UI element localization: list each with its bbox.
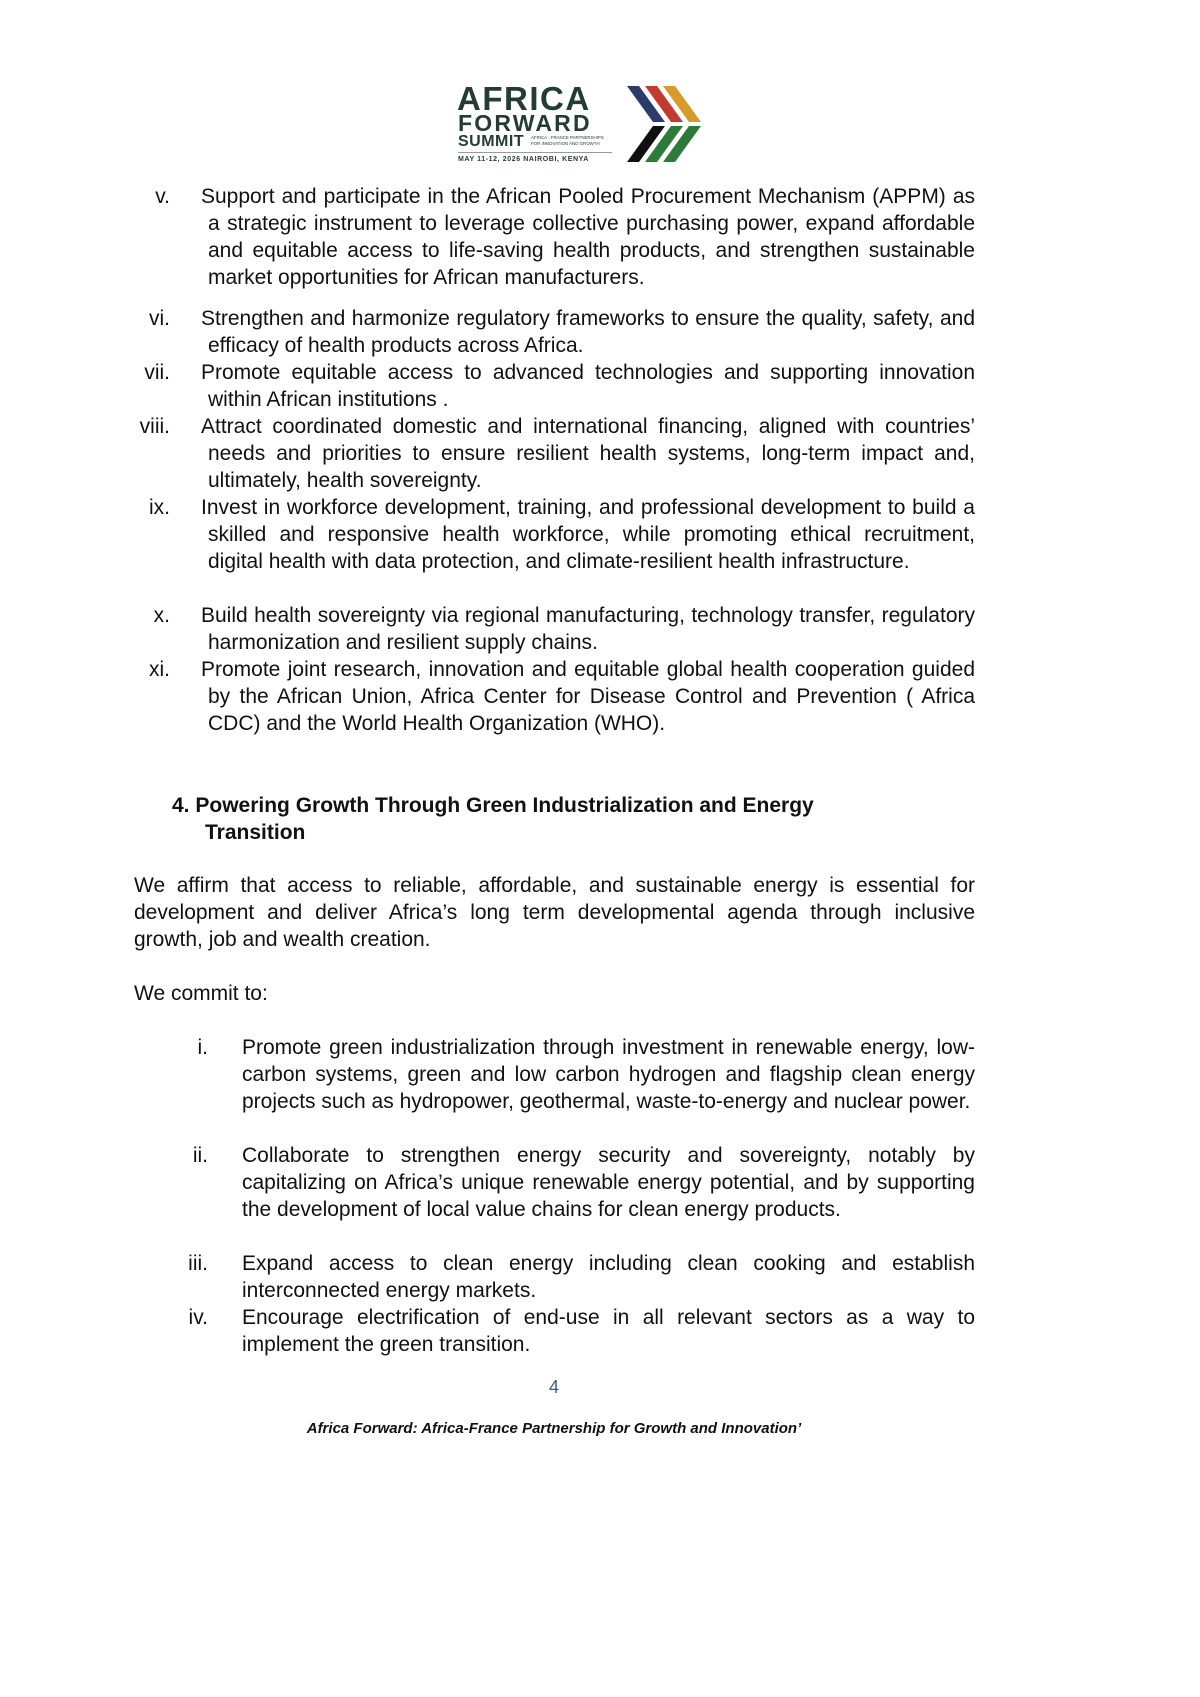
- section-title-line-2: Transition: [205, 821, 306, 844]
- list-item-text: Promote green industrialization through investment in renewable energy, low-carbon systems, green and low carbon hydrogen and flagship clean energy projects such as hydropower, geothermal, waste-to-energy and nuclear power.: [242, 1036, 975, 1113]
- logo-tagline: [531, 135, 611, 146]
- list-item-number: vii.: [144, 361, 170, 384]
- list-item-number: iii.: [188, 1252, 208, 1275]
- page-number: 4: [548, 1377, 559, 1397]
- list-item-number: xi.: [149, 658, 170, 681]
- list-item-number: iv.: [188, 1306, 208, 1329]
- summit-logo: [455, 82, 725, 168]
- list-item-number: ix.: [149, 496, 170, 519]
- list-item-number: viii.: [139, 415, 170, 438]
- logo-tagline-line-2: FOR INNOVATION AND GROWTH: [531, 140, 600, 146]
- list-item-number: ii.: [192, 1144, 208, 1167]
- list-item-text: Encourage electrification of end-use in all relevant sectors as a way to implement the green transition.: [242, 1306, 975, 1356]
- list-item-text: Strengthen and harmonize regulatory frameworks to ensure the quality, safety, and efficacy of health products across Africa.: [201, 307, 975, 357]
- list-item-number: v.: [155, 185, 170, 208]
- list-item-number: x.: [153, 604, 170, 627]
- section-heading: [172, 792, 975, 846]
- logo-africa-text: AFRICA: [457, 80, 591, 117]
- list-item-text: Collaborate to strengthen energy security and sovereignty, notably by capitalizing on Africa’s unique renewable energy potential, and by supporting the development of local value chains for clean energy products.: [242, 1144, 975, 1221]
- list-item-text: Promote joint research, innovation and equitable global health cooperation guided by the African Union, Africa Center for Disease Control and Prevention ( Africa CDC) and the World Health Organization (WHO).: [201, 658, 975, 735]
- list-item-number: i.: [197, 1036, 208, 1059]
- logo-tagline-line-1: AFRICA - FRANCE PARTNERSHIPS: [531, 135, 604, 140]
- logo-summit-text: SUMMIT: [458, 133, 525, 150]
- list-item-text: Build health sovereignty via regional manufacturing, technology transfer, regulatory harmonization and resilient supply chains.: [201, 604, 975, 654]
- logo-divider: [458, 152, 612, 153]
- intro-paragraph: We affirm that access to reliable, affordable, and sustainable energy is essential for development and deliver Africa’s long term developmental agenda through inclusive growth, job and wealth creation.: [134, 874, 975, 951]
- list-item-text: Expand access to clean energy including clean cooking and establish interconnected energy markets.: [242, 1252, 975, 1302]
- section-title-line-1: Powering Growth Through Green Industrialization and Energy: [195, 794, 814, 817]
- logo-forward-text: FORWARD: [458, 110, 592, 136]
- list-item-number: vi.: [149, 307, 170, 330]
- list-item-text: Invest in workforce development, training, and professional development to build a skilled and responsive health workforce, while promoting ethical recruitment, digital health with data protection, and climate-resilient health infrastructure.: [201, 496, 975, 573]
- list-item-text: Support and participate in the African Pooled Procurement Mechanism (APPM) as a strategic instrument to leverage collective purchasing power, expand affordable and equitable access to life-saving health products, and strengthen sustainable market opportunities for African manufacturers.: [201, 185, 975, 289]
- page-footer: Africa Forward: Africa-France Partnership for Growth and Innovation’: [306, 1420, 802, 1437]
- chevron-stripes-icon: [625, 84, 721, 164]
- section-number: 4.: [172, 794, 190, 817]
- list-item-text: Attract coordinated domestic and international financing, aligned with countries’ needs and priorities to ensure resilient health systems, long-term impact and, ultimately, health sovereignty.: [201, 415, 975, 492]
- commit-label: We commit to:: [134, 982, 268, 1005]
- list-item-text: Promote equitable access to advanced technologies and supporting innovation within African institutions .: [201, 361, 975, 411]
- logo-date-location: MAY 11-12, 2026 NAIROBI, KENYA: [458, 156, 589, 163]
